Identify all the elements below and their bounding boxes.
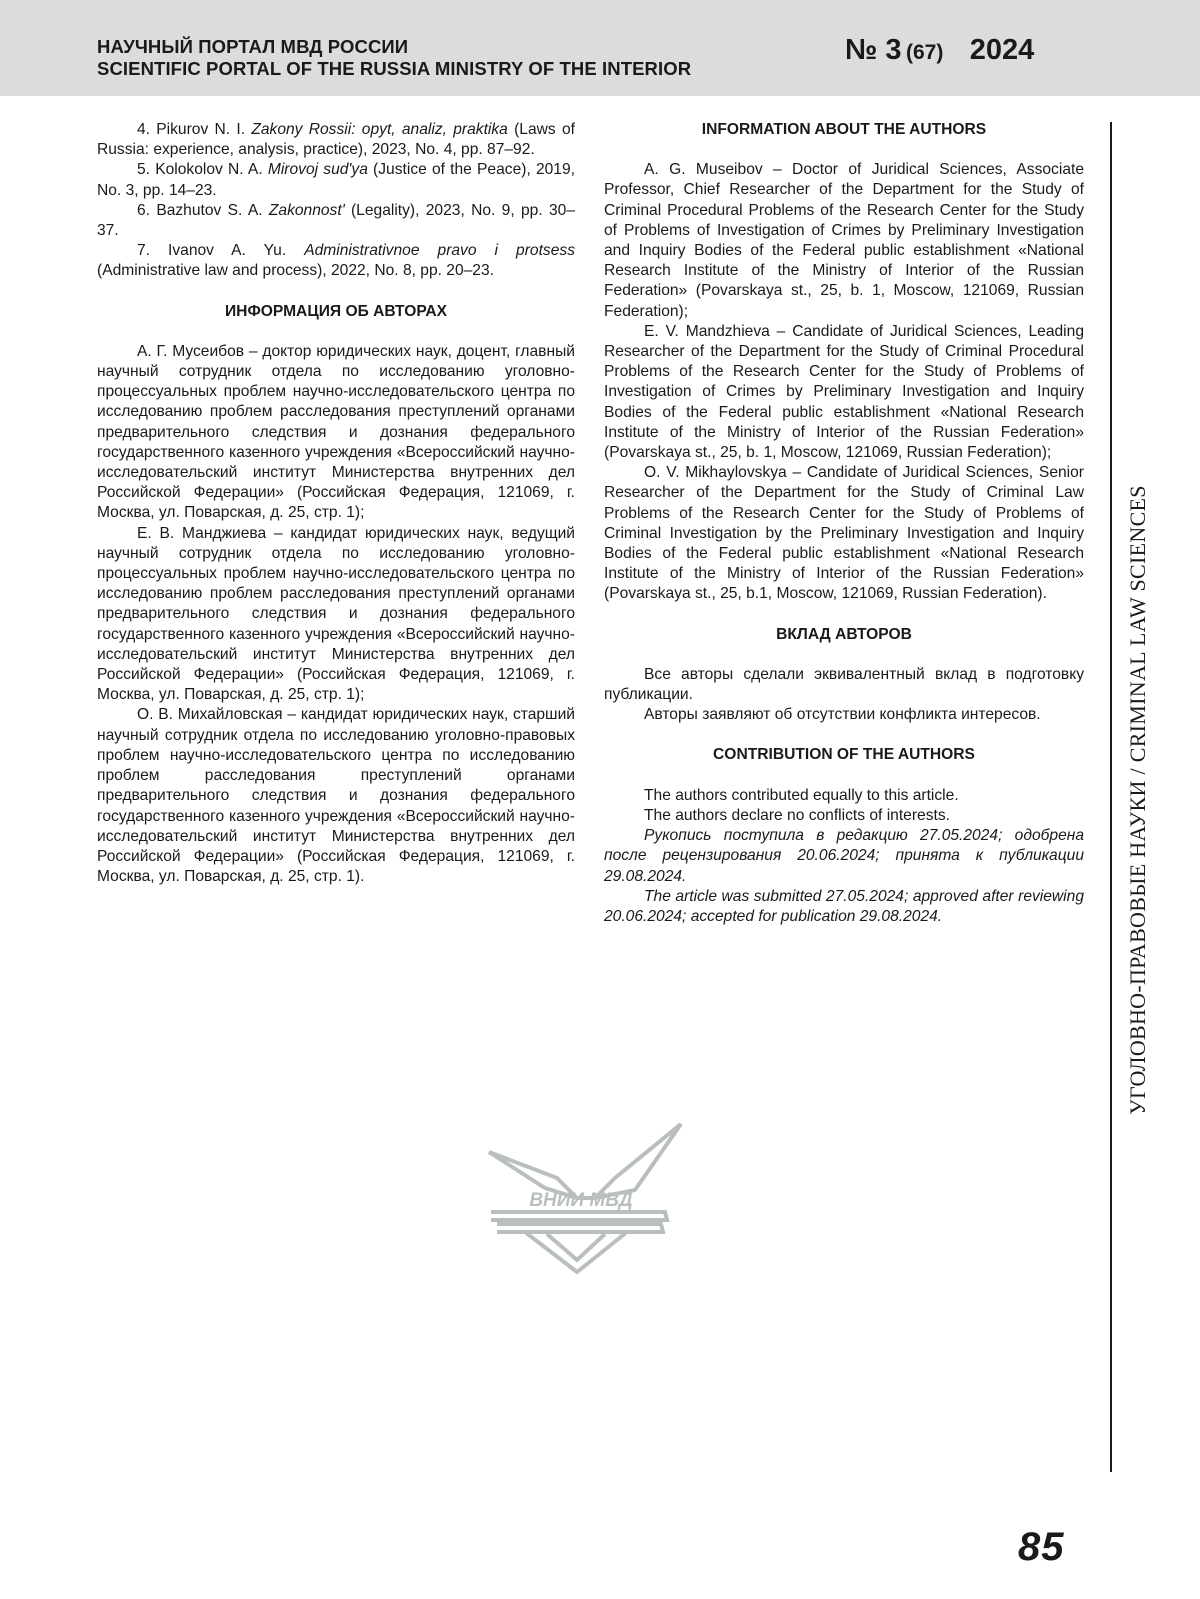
authors-ru-heading: ИНФОРМАЦИЯ ОБ АВТОРАХ xyxy=(224,302,448,320)
contribution-ru-line: Все авторы сделали эквивалентный вклад в подготовку публикации. xyxy=(604,665,1084,704)
author-info-en: O. V. Mikhaylovskya – Candidate of Juridical Sciences, Senior Researcher of the Department for the Study of Criminal Law Problems of the Research Center for the Study of Problems of Criminal Investigation by the Preliminary Investigation and Inquiry Bodies of the Federal public establishment «National Research Institute of the Ministry of Interior of the Russian Federation» (Povarskaya st., 25, b.1, Moscow, 121069, Russian Federation). xyxy=(604,464,1084,603)
issue-year: 2024 xyxy=(969,34,1035,66)
author-info-ru: Е. В. Манджиева – кандидат юридических наук, ведущий научный сотрудник отдела по исследованию уголовно-процессуальных проблем научно-исследовательского центра по исследованию проблем расследования преступлений органами предварительного следствия и дознания федерального государственного казенного учреждения «Всероссийский научно-исследовательский институт Министерства внутренних дел Российской Федерации» (Российская Федерация, 121069, г. Москва, ул. Поварская, д. 25, стр. 1); xyxy=(97,524,575,704)
conflict-en-line: The authors declare no conflicts of interests. xyxy=(644,806,950,824)
manuscript-dates-ru: Рукопись поступила в редакцию 27.05.2024; одобрена после рецензирования 20.06.2024; принята к публикации 29.08.2024. xyxy=(604,827,1084,885)
page-header xyxy=(0,0,1200,96)
author-info-en: E. V. Mandzhieva – Candidate of Juridical Sciences, Leading Researcher of the Department for the Study of Criminal Procedural Problems of the Research Center for the Study of Problems of Investigation of Crimes by Preliminary Investigation and Inquiry Bodies of the Federal public establishment «National Research Institute of the Ministry of Interior of the Russian Federation» (Povarskaya st., 25, b. 1, Moscow, 121069, Russian Federation); xyxy=(604,322,1084,462)
conflict-ru-line: Авторы заявляют об отсутствии конфликта интересов. xyxy=(644,706,1041,724)
author-info-ru: О. В. Михайловская – кандидат юридических наук, старший научный сотрудник отдела по исследованию уголовно-правовых проблем научно-исследовательского центра по исследованию проблем расследования преступлений органами предварительного следствия и дознания федерального государственного казенного учреждения «Всероссийский научно-исследовательский институт Министерства внутренних дел Российской Федерации» (Российская Федерация, 121069, г. Москва, ул. Поварская, д. 25, стр. 1). xyxy=(97,706,575,886)
journal-title xyxy=(97,36,691,80)
left-column xyxy=(97,120,575,887)
vnii-mvd-logo xyxy=(485,1120,690,1290)
reference-item: 6. Bazhutov S. A. Zakonnost' (Legality), 2023, No. 9, pp. 30–37. xyxy=(97,201,575,240)
page-number: 85 xyxy=(1018,1525,1065,1569)
journal-title-ru: НАУЧНЫЙ ПОРТАЛ МВД РОССИИ xyxy=(97,36,409,57)
logo-text: ВНИИ МВД xyxy=(529,1190,633,1211)
side-divider xyxy=(1110,122,1112,1472)
authors-en-heading: INFORMATION ABOUT THE AUTHORS xyxy=(701,121,987,138)
author-info-en: A. G. Museibov – Doctor of Juridical Sciences, Associate Professor, Chief Researcher of the Department for the Study of Criminal Procedural Problems of the Research Center for the Study of Problems of Investigation of Crimes by Preliminary Investigation and Inquiry Bodies of the Federal public establishment «National Research Institute of the Ministry of Interior of the Russian Federation» (Povarskaya st., 25, b. 1, Moscow, 121069, Russian Federation); xyxy=(604,161,1084,320)
section-label-text: УГОЛОВНО-ПРАВОВЫЕ НАУКИ / CRIMINAL LAW SCIENCES xyxy=(1125,485,1150,1115)
issue-total-number: (67) xyxy=(905,41,944,64)
reference-item: 4. Pikurov N. I. Zakony Rossii: opyt, analiz, praktika (Laws of Russia: experience, analysis, practice), 2023, No. 4, pp. 87–92. xyxy=(97,121,575,159)
author-info-ru: А. Г. Мусеибов – доктор юридических наук, доцент, главный научный сотрудник отдела по исследованию уголовно-процессуальных проблем научно-исследовательского центра по исследованию проблем расследования преступлений органами предварительного следствия и дознания федерального государственного казенного учреждения «Всероссийский научно-исследовательский институт Министерства внутренних дел Российской Федерации» (Российская Федерация, 121069, г. Москва, ул. Поварская, д. 25, стр. 1); xyxy=(97,342,575,522)
issue-number: № 3 xyxy=(845,34,902,66)
reference-item: 5. Kolokolov N. A. Mirovoj sud'ya (Justice of the Peace), 2019, No. 3, pp. 14–23. xyxy=(97,161,575,199)
contribution-ru-heading: ВКЛАД АВТОРОВ xyxy=(776,625,912,643)
manuscript-dates-en: The article was submitted 27.05.2024; approved after reviewing 20.06.2024; accepted for publication 29.08.2024. xyxy=(604,887,1084,925)
journal-title-en: SCIENTIFIC PORTAL OF THE RUSSIA MINISTRY OF THE INTERIOR xyxy=(97,58,692,79)
reference-item: 7. Ivanov A. Yu. Administrativnoe pravo i protsess (Administrative law and process), 2022, No. 8, pp. 20–23. xyxy=(97,242,575,280)
contribution-en-line: The authors contributed equally to this article. xyxy=(644,786,959,804)
section-label xyxy=(1118,470,1158,1130)
issue-info xyxy=(845,34,1034,67)
reference-list xyxy=(97,120,575,282)
contribution-en-heading: CONTRIBUTION OF THE AUTHORS xyxy=(713,746,975,764)
right-column xyxy=(604,120,1084,927)
